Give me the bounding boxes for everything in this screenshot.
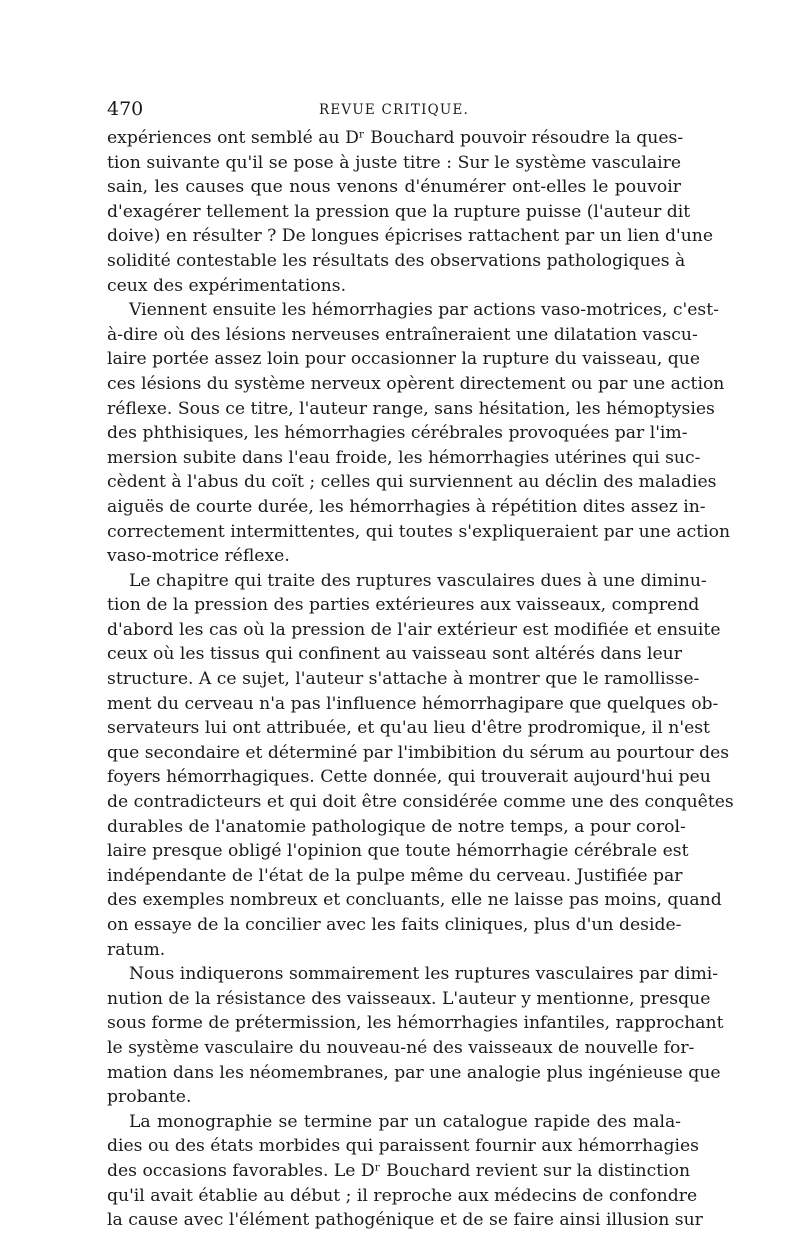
paragraph bbox=[107, 569, 734, 963]
text-line: la cause avec l'élément pathogénique et de se faire ainsi illusion sur bbox=[107, 1210, 703, 1231]
paragraph bbox=[107, 126, 714, 298]
text-line: tion suivante qu'il se pose à juste titre : Sur le système vasculaire bbox=[107, 152, 681, 173]
paragraph bbox=[107, 962, 724, 1110]
text-line: on essaye de la concilier avec les faits cliniques, plus d'un deside- bbox=[107, 915, 682, 935]
paragraph bbox=[107, 1110, 703, 1233]
text-line: mersion subite dans l'eau froide, les hémorrhagies utérines qui suc- bbox=[107, 447, 701, 468]
document-page bbox=[107, 96, 734, 1233]
text-line: qu'il avait établie au début ; il reproche aux médecins de confondre bbox=[107, 1185, 698, 1206]
text-line: ceux où les tissus qui confinent au vaisseau sont altérés dans leur bbox=[107, 644, 682, 665]
text-line: ceux des expérimentations. bbox=[107, 275, 347, 296]
text-line: Nous indiquerons sommairement les ruptures vasculaires par dimi- bbox=[129, 964, 719, 985]
journal-title: REVUE CRITIQUE. bbox=[318, 102, 470, 118]
text-line: dies ou des états morbides qui paraissent fournir aux hémorrhagies bbox=[107, 1136, 699, 1157]
text-line: tion de la pression des parties extérieures aux vaisseaux, comprend bbox=[107, 595, 700, 616]
text-line: laire presque obligé l'opinion que toute hémorrhagie cérébrale est bbox=[107, 841, 689, 862]
text-line: indépendante de l'état de la pulpe même du cerveau. Justifiée par bbox=[107, 865, 683, 886]
text-line: nution de la résistance des vaisseaux. L'auteur y mentionne, presque bbox=[107, 988, 711, 1009]
body-text bbox=[107, 126, 734, 1233]
text-line: des occasions favorables. Le Dʳ Bouchard revient sur la distinction bbox=[107, 1160, 691, 1181]
text-line: expériences ont semblé au Dʳ Bouchard pouvoir résoudre la ques- bbox=[107, 128, 684, 148]
text-line: d'exagérer tellement la pression que la rupture puisse (l'auteur dit bbox=[107, 201, 691, 222]
text-line: ment du cerveau n'a pas l'influence hémorrhagipare que quelques ob- bbox=[107, 693, 719, 714]
text-line: que secondaire et déterminé par l'imbibition du sérum au pourtour des bbox=[107, 742, 730, 763]
text-line: ces lésions du système nerveux opèrent directement ou par une action bbox=[107, 373, 725, 394]
text-line: à-dire où des lésions nerveuses entraîneraient une dilatation vascu- bbox=[107, 324, 698, 345]
paragraph bbox=[107, 298, 731, 569]
text-line: réflexe. Sous ce titre, l'auteur range, sans hésitation, les hémoptysies bbox=[107, 398, 715, 419]
text-line: foyers hémorrhagiques. Cette donnée, qui trouverait aujourd'hui peu bbox=[107, 767, 711, 788]
text-line: des phthisiques, les hémorrhagies cérébrales provoquées par l'im- bbox=[107, 423, 688, 444]
text-line: correctement intermittentes, qui toutes s'expliqueraient par une action bbox=[107, 521, 731, 542]
text-line: servateurs lui ont attribuée, et qu'au lieu d'être prodromique, il n'est bbox=[107, 718, 710, 739]
text-line: de contradicteurs et qui doit être considérée comme une des conquêtes bbox=[107, 792, 734, 813]
running-head bbox=[107, 96, 681, 126]
text-line: ratum. bbox=[107, 939, 166, 960]
text-line: vaso-motrice réflexe. bbox=[107, 546, 290, 567]
text-line: doive) en résulter ? De longues épicrises rattachent par un lien d'une bbox=[107, 226, 714, 247]
text-line: mation dans les néomembranes, par une analogie plus ingénieuse que bbox=[107, 1062, 721, 1083]
text-line: le système vasculaire du nouveau-né des vaisseaux de nouvelle for- bbox=[107, 1037, 695, 1058]
page-number: 470 bbox=[107, 98, 144, 120]
text-line: La monographie se termine par un catalogue rapide des mala- bbox=[129, 1111, 681, 1132]
text-line: laire portée assez loin pour occasionner la rupture du vaisseau, que bbox=[107, 349, 701, 370]
text-line: Le chapitre qui traite des ruptures vasculaires dues à une diminu- bbox=[129, 570, 707, 591]
text-line: probante. bbox=[107, 1087, 192, 1108]
text-line: durables de l'anatomie pathologique de notre temps, a pour corol- bbox=[107, 816, 686, 837]
text-line: des exemples nombreux et concluants, elle ne laisse pas moins, quand bbox=[107, 890, 722, 911]
text-line: Viennent ensuite les hémorrhagies par actions vaso-motrices, c'est- bbox=[129, 300, 719, 321]
text-line: d'abord les cas où la pression de l'air extérieur est modifiée et ensuite bbox=[107, 619, 721, 640]
text-line: sous forme de prétermission, les hémorrhagies infantiles, rapprochant bbox=[107, 1013, 724, 1034]
text-line: structure. A ce sujet, l'auteur s'attache à montrer que le ramollisse- bbox=[107, 669, 700, 690]
text-line: aiguës de courte durée, les hémorrhagies à répétition dites assez in- bbox=[107, 496, 706, 517]
text-line: cèdent à l'abus du coït ; celles qui surviennent au déclin des maladies bbox=[107, 472, 717, 493]
text-line: solidité contestable les résultats des observations pathologiques à bbox=[107, 250, 686, 271]
text-line: sain, les causes que nous venons d'énumérer ont-elles le pouvoir bbox=[107, 177, 681, 198]
